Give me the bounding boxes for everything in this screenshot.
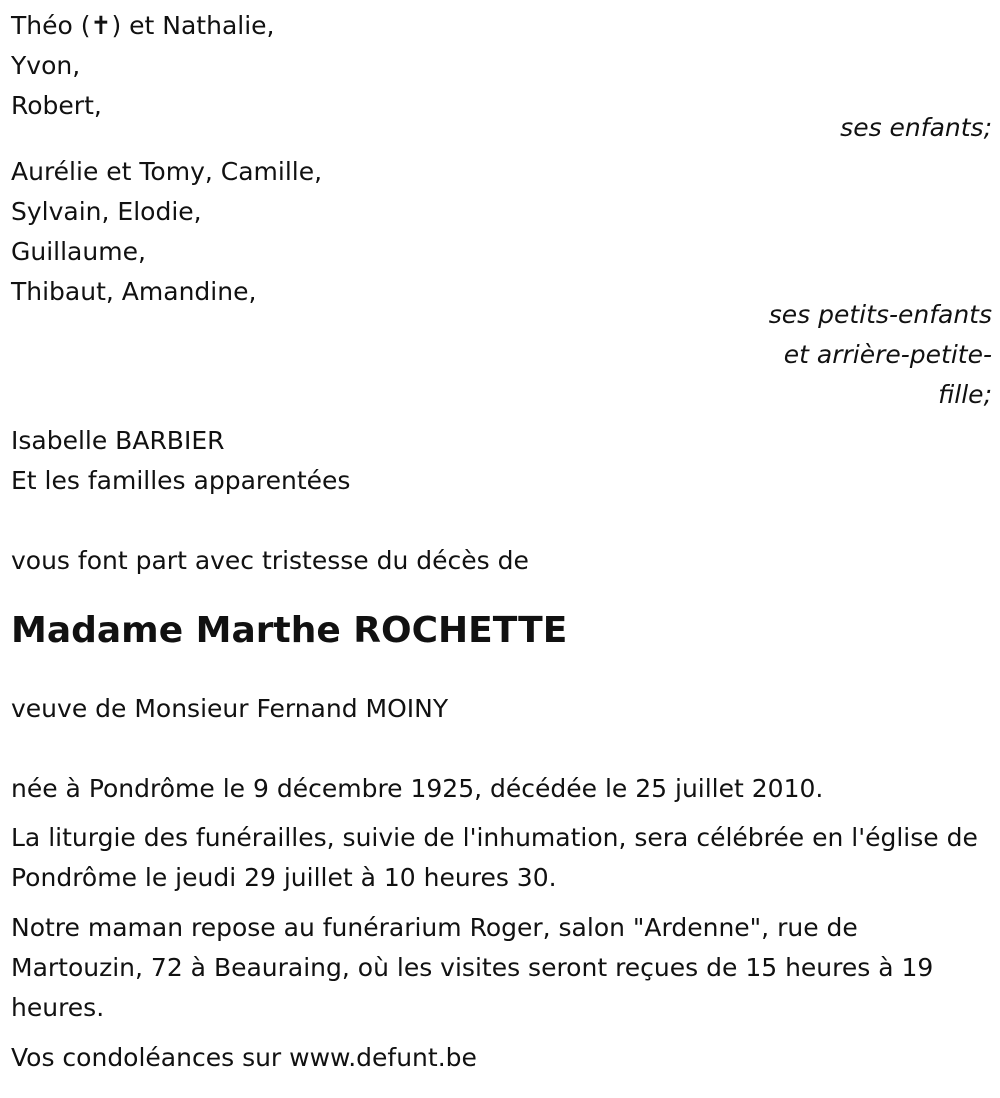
- condolences-text: Vos condoléances sur www.defunt.be: [11, 1043, 477, 1072]
- obituary-notice: [11, 6, 992, 1078]
- other-relatives: [11, 421, 992, 501]
- grandchildren-list: [11, 152, 992, 312]
- child-line: Robert,: [11, 91, 102, 120]
- grandchild-line: Sylvain, Elodie,: [11, 197, 202, 226]
- grandchild-line: Thibaut, Amandine,: [11, 277, 257, 306]
- grandchildren-role-label: [11, 295, 992, 415]
- announcement-text: vous font part avec tristesse du décès de: [11, 546, 529, 575]
- grandchildren-role-line: et arrière-petite-: [783, 340, 992, 369]
- grandchild-line: Guillaume,: [11, 237, 146, 266]
- child-line: Théo (✝) et Nathalie,: [11, 11, 275, 40]
- deceased-name: Madame Marthe ROCHETTE: [11, 610, 568, 651]
- grandchild-line: Aurélie et Tomy, Camille,: [11, 157, 323, 186]
- funeral-text: La liturgie des funérailles, suivie de l'inhumation, sera célébrée en l'église de Pondrôme le jeudi 29 juillet à 10 heures 30.: [11, 823, 978, 892]
- spouse-text: veuve de Monsieur Fernand MOINY: [11, 694, 449, 723]
- grandchildren-role-line: ses petits-enfants: [768, 300, 992, 329]
- viewing-text: Notre maman repose au funérarium Roger, salon "Ardenne", rue de Martouzin, 72 à Beauraing, où les visites seront reçues de 15 heures à 19 heures.: [11, 913, 934, 1022]
- children-role-label: ses enfants;: [840, 113, 992, 142]
- grandchildren-role-line: fille;: [938, 380, 992, 409]
- birth-death-text: née à Pondrôme le 9 décembre 1925, décédée le 25 juillet 2010.: [11, 774, 824, 803]
- child-line: Yvon,: [11, 51, 81, 80]
- relative-line: Isabelle BARBIER: [11, 426, 225, 455]
- relative-line: Et les familles apparentées: [11, 466, 351, 495]
